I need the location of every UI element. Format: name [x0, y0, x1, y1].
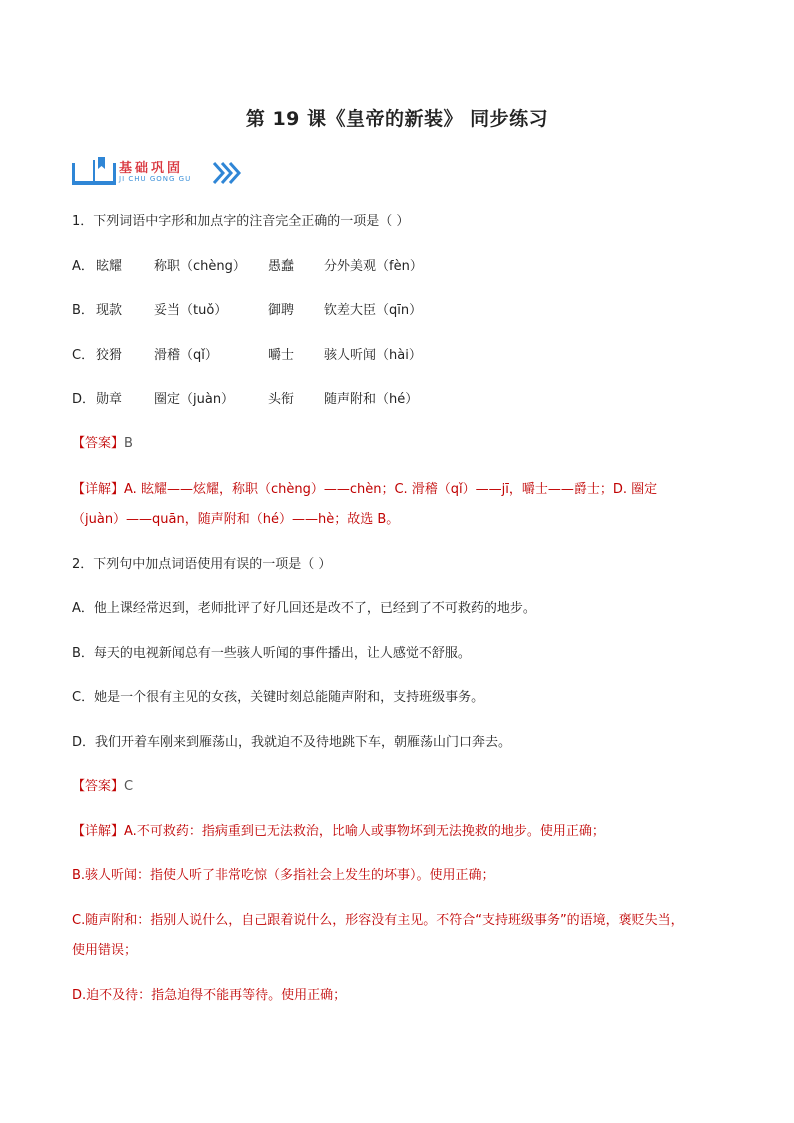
- option-word: 眩耀: [96, 259, 123, 274]
- q2-option-b: B．每天的电视新闻总有一些骇人听闻的事件播出，让人感觉不舒服。: [72, 646, 471, 661]
- explain-text: A.不可救药：指病重到已无法救治，比喻人或事物坏到无法挽救的地步。使用正确；: [124, 824, 605, 839]
- option-word: 钦差大臣（qīn）: [324, 303, 423, 318]
- option-word: 嚼士: [268, 348, 295, 363]
- option-word: 头衔: [268, 392, 295, 407]
- q2-explain-c-line-2: 使用错误；: [72, 943, 138, 958]
- option-word: 愚蠢: [268, 259, 295, 274]
- explain-tag: 【详解】: [72, 824, 125, 839]
- section-banner: [72, 157, 242, 189]
- option-label: A．: [72, 259, 94, 274]
- page-title: 第 19 课《皇帝的新装》 同步练习: [245, 108, 549, 130]
- q1-explain-line-1: [72, 480, 657, 500]
- q1-explain-line-2: （juàn）——quān，随声附和（hé）——hè；故选 B。: [72, 512, 400, 527]
- option-word: 狡猾: [96, 348, 123, 363]
- explain-text: A. 眩耀——炫耀，称职（chèng）——chèn；C. 滑稽（qǐ）——jī，嚼士——爵士；D. 圈定: [124, 482, 658, 497]
- option-word: 勋章: [96, 392, 123, 407]
- option-label: D．: [72, 392, 96, 407]
- option-word: 滑稽（qǐ）: [154, 348, 218, 363]
- q2-stem: 2．下列句中加点词语使用有误的一项是（ ）: [72, 557, 332, 572]
- option-word: 随声附和（hé）: [324, 392, 419, 407]
- option-label: B．: [72, 303, 94, 318]
- q1-option-a: [72, 257, 572, 277]
- q2-explain-d: D.迫不及待：指急迫得不能再等待。使用正确；: [72, 988, 347, 1003]
- option-word: 圈定（juàn）: [154, 392, 235, 407]
- answer-value: B: [124, 436, 133, 451]
- book-icon: [72, 157, 118, 189]
- q2-explain-a: [72, 822, 605, 842]
- q2-option-d: D．我们开着车刚来到雁荡山，我就迫不及待地跳下车，朝雁荡山门口奔去。: [72, 735, 512, 750]
- q2-explain-b: B.骇人听闻：指使人听了非常吃惊（多指社会上发生的坏事）。使用正确；: [72, 868, 495, 883]
- option-word: 称职（chèng）: [154, 259, 246, 274]
- q2-option-c: C．她是一个很有主见的女孩，关键时刻总能随声附和，支持班级事务。: [72, 690, 485, 705]
- q2-explain-c-line-1: C.随声附和：指别人说什么，自己跟着说什么，形容没有主见。不符合“支持班级事务”的语境，褒贬失当，: [72, 913, 684, 928]
- option-word: 妥当（tuǒ）: [154, 303, 228, 318]
- option-word: 分外美观（fèn）: [324, 259, 423, 274]
- q1-stem: 1．下列词语中字形和加点字的注音完全正确的一项是（ ）: [72, 214, 410, 229]
- answer-tag: 【答案】: [72, 436, 125, 451]
- banner-title: 基础巩固: [119, 161, 184, 176]
- q1-option-d: [72, 390, 572, 410]
- banner-pinyin: JI CHU GONG GU: [119, 175, 192, 183]
- explain-tag: 【详解】: [72, 482, 125, 497]
- double-chevron-icon: [212, 161, 242, 185]
- option-word: 现款: [96, 303, 123, 318]
- q2-option-a: A．他上课经常迟到，老师批评了好几回还是改不了，已经到了不可救药的地步。: [72, 601, 536, 616]
- q1-option-b: [72, 301, 572, 321]
- option-word: 御聘: [268, 303, 295, 318]
- answer-tag: 【答案】: [72, 779, 125, 794]
- q1-answer: [72, 434, 133, 454]
- option-word: 骇人听闻（hài）: [324, 348, 422, 363]
- option-label: C．: [72, 348, 95, 363]
- q1-option-c: [72, 346, 572, 366]
- q2-answer: [72, 777, 133, 797]
- answer-value: C: [124, 779, 134, 794]
